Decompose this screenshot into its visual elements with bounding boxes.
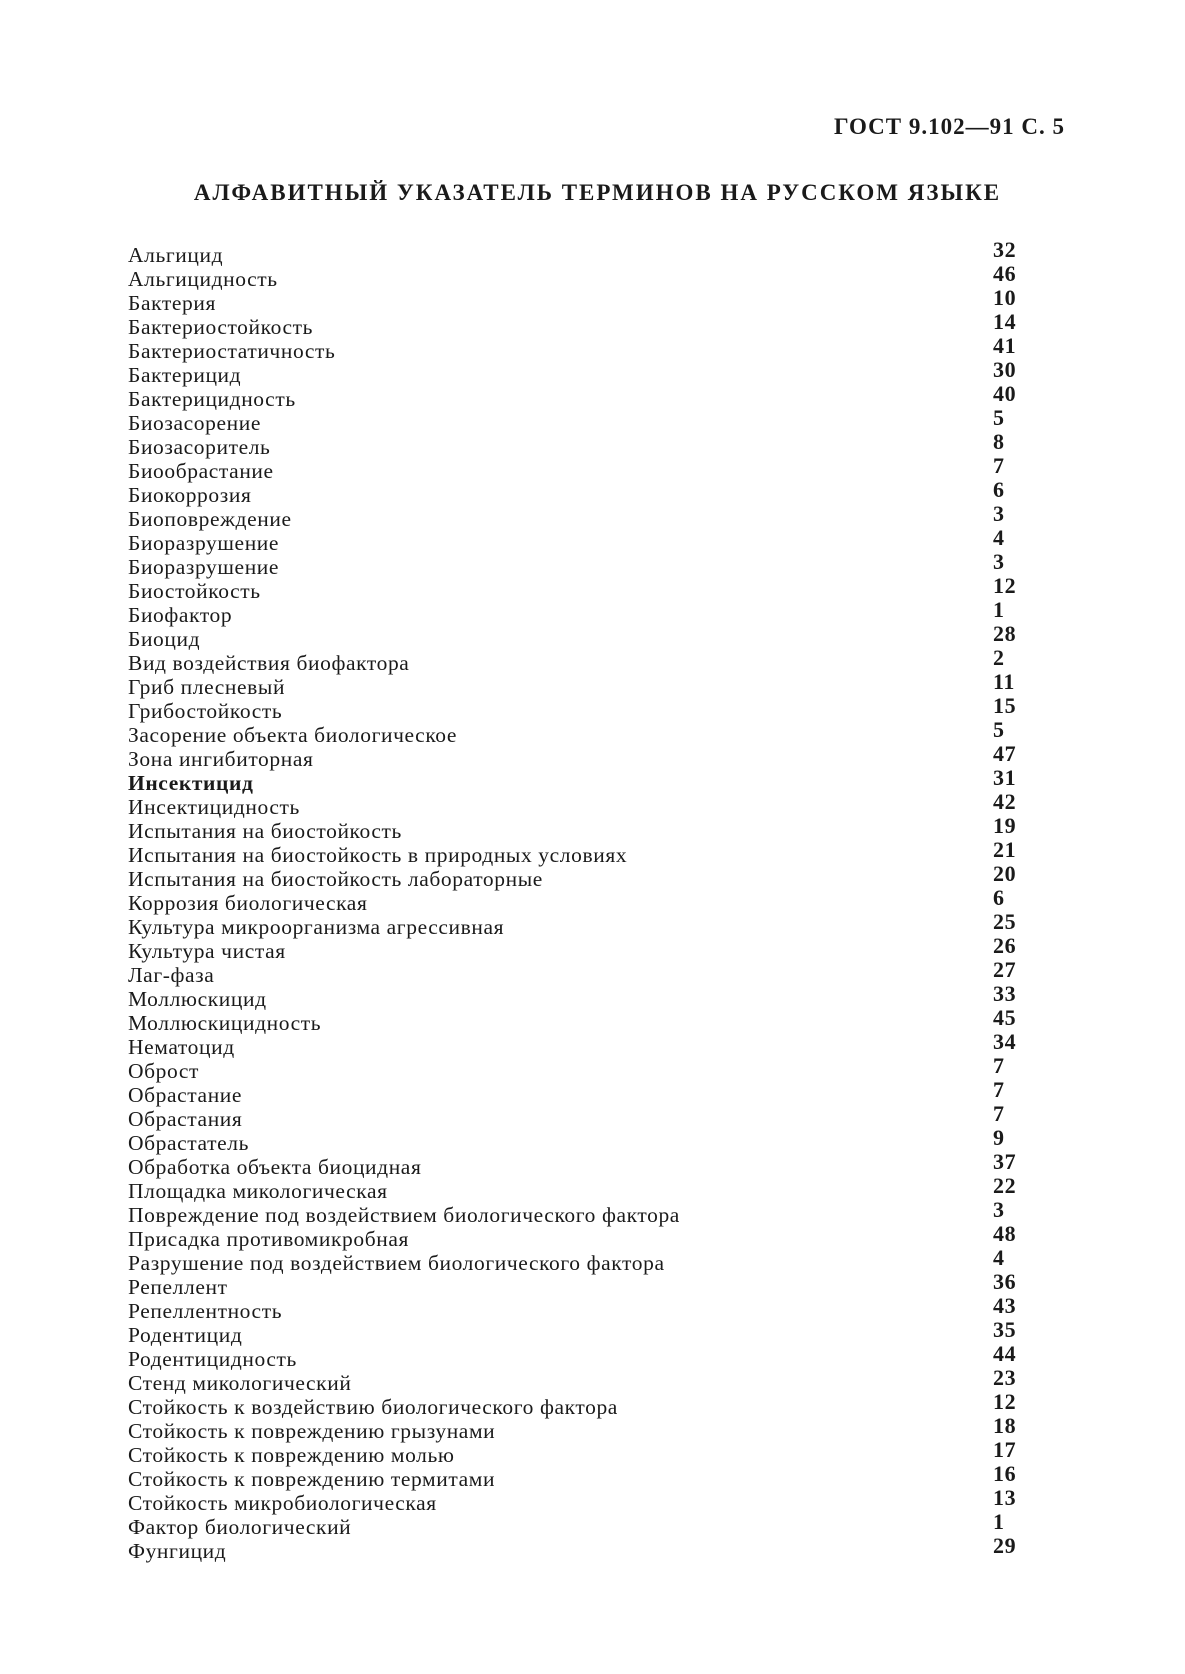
index-term: Биозасоритель bbox=[128, 435, 271, 459]
index-entry bbox=[128, 1533, 1028, 1563]
index-entry bbox=[128, 741, 1028, 771]
index-term-number: 42 bbox=[993, 789, 1017, 814]
term-index-list bbox=[128, 237, 1028, 1563]
index-term-number: 19 bbox=[993, 813, 1017, 838]
index-entry bbox=[128, 693, 1028, 723]
index-term-number: 7 bbox=[993, 1101, 1005, 1126]
index-term: Стенд микологический bbox=[128, 1371, 352, 1395]
index-term-number: 33 bbox=[993, 981, 1017, 1006]
index-term: Оброст bbox=[128, 1059, 200, 1083]
index-entry bbox=[128, 1341, 1028, 1371]
index-entry bbox=[128, 357, 1028, 387]
index-term-number: 17 bbox=[993, 1437, 1017, 1462]
index-entry bbox=[128, 1149, 1028, 1179]
index-entry bbox=[128, 909, 1028, 939]
index-term: Стойкость к повреждению грызунами bbox=[128, 1419, 496, 1443]
index-term: Биофактор bbox=[128, 603, 233, 627]
index-entry bbox=[128, 1245, 1028, 1275]
index-term: Инсектицидность bbox=[128, 795, 300, 819]
index-term: Стойкость микробиологическая bbox=[128, 1491, 437, 1515]
index-entry bbox=[128, 1197, 1028, 1227]
index-term-number: 46 bbox=[993, 261, 1017, 286]
index-term: Лаг-фаза bbox=[128, 963, 215, 987]
index-term-number: 9 bbox=[993, 1125, 1005, 1150]
index-term-number: 5 bbox=[993, 405, 1005, 430]
index-term-number: 12 bbox=[993, 1389, 1017, 1414]
index-term-number: 41 bbox=[993, 333, 1017, 358]
index-term-number: 36 bbox=[993, 1269, 1017, 1294]
index-term: Стойкость к повреждению молью bbox=[128, 1443, 455, 1467]
index-term-number: 7 bbox=[993, 1053, 1005, 1078]
index-term: Альгицидность bbox=[128, 267, 278, 291]
index-entry bbox=[128, 309, 1028, 339]
index-term: Испытания на биостойкость в природных условиях bbox=[128, 843, 628, 867]
page-header: ГОСТ 9.102—91 С. 5 bbox=[833, 114, 1065, 139]
index-entry bbox=[128, 429, 1028, 459]
index-entry bbox=[128, 1005, 1028, 1035]
index-term-number: 3 bbox=[993, 549, 1005, 574]
index-entry bbox=[128, 837, 1028, 867]
index-term: Моллюскицид bbox=[128, 987, 267, 1011]
index-term: Зона ингибиторная bbox=[128, 747, 314, 771]
index-term: Стойкость к повреждению термитами bbox=[128, 1467, 496, 1491]
index-entry bbox=[128, 573, 1028, 603]
index-term-number: 48 bbox=[993, 1221, 1017, 1246]
index-term: Обрастатель bbox=[128, 1131, 250, 1155]
index-term-number: 11 bbox=[993, 669, 1015, 694]
index-term: Родентицидность bbox=[128, 1347, 297, 1371]
index-term-number: 45 bbox=[993, 1005, 1017, 1030]
index-term-number: 32 bbox=[993, 237, 1017, 262]
index-term: Бактерицидность bbox=[128, 387, 296, 411]
index-term-number: 15 bbox=[993, 693, 1017, 718]
index-term-number: 5 bbox=[993, 717, 1005, 742]
index-entry bbox=[128, 765, 1028, 795]
index-term: Стойкость к воздействию биологического фактора bbox=[128, 1395, 618, 1419]
index-entry bbox=[128, 501, 1028, 531]
index-term: Испытания на биостойкость лабораторные bbox=[128, 867, 543, 891]
index-term-number: 18 bbox=[993, 1413, 1017, 1438]
index-entry bbox=[128, 1125, 1028, 1155]
index-term-number: 35 bbox=[993, 1317, 1017, 1342]
index-entry bbox=[128, 285, 1028, 315]
index-entry bbox=[128, 333, 1028, 363]
index-term: Бактерия bbox=[128, 291, 216, 315]
index-entry bbox=[128, 1413, 1028, 1443]
index-term: Коррозия биологическая bbox=[128, 891, 368, 915]
index-term-number: 23 bbox=[993, 1365, 1017, 1390]
index-term-number: 30 bbox=[993, 357, 1017, 382]
index-term: Повреждение под воздействием биологического фактора bbox=[128, 1203, 680, 1227]
index-term-number: 6 bbox=[993, 885, 1005, 910]
index-term-number: 40 bbox=[993, 381, 1017, 406]
index-term-number: 4 bbox=[993, 1245, 1005, 1270]
index-term: Моллюскицидность bbox=[128, 1011, 322, 1035]
index-entry bbox=[128, 669, 1028, 699]
index-term-number: 3 bbox=[993, 1197, 1005, 1222]
index-entry bbox=[128, 1173, 1028, 1203]
index-term-number: 2 bbox=[993, 645, 1005, 670]
index-term: Присадка противомикробная bbox=[128, 1227, 410, 1251]
index-entry bbox=[128, 1485, 1028, 1515]
index-entry bbox=[128, 1293, 1028, 1323]
index-term-number: 34 bbox=[993, 1029, 1017, 1054]
index-term-number: 4 bbox=[993, 525, 1005, 550]
index-term: Гриб плесневый bbox=[128, 675, 286, 699]
index-term-number: 6 bbox=[993, 477, 1005, 502]
index-entry bbox=[128, 477, 1028, 507]
index-term-number: 8 bbox=[993, 429, 1005, 454]
index-term-number: 21 bbox=[993, 837, 1017, 862]
index-entry bbox=[128, 1509, 1028, 1539]
index-term-number: 7 bbox=[993, 453, 1005, 478]
index-term: Биоповреждение bbox=[128, 507, 292, 531]
index-term: Биокоррозия bbox=[128, 483, 252, 507]
index-term: Культура чистая bbox=[128, 939, 286, 963]
index-term: Нематоцид bbox=[128, 1035, 235, 1059]
index-term: Обработка объекта биоцидная bbox=[128, 1155, 422, 1179]
index-term: Биоцид bbox=[128, 627, 201, 651]
index-entry bbox=[128, 1461, 1028, 1491]
index-entry bbox=[128, 1221, 1028, 1251]
index-term: Грибостойкость bbox=[128, 699, 283, 723]
index-term: Обрастания bbox=[128, 1107, 243, 1131]
index-term: Репеллент bbox=[128, 1275, 228, 1299]
index-entry bbox=[128, 885, 1028, 915]
index-term-number: 13 bbox=[993, 1485, 1017, 1510]
index-term: Родентицид bbox=[128, 1323, 243, 1347]
index-term-number: 3 bbox=[993, 501, 1005, 526]
index-term: Фунгицид bbox=[128, 1539, 227, 1563]
index-term: Инсектицид bbox=[128, 771, 254, 795]
index-entry bbox=[128, 645, 1028, 675]
index-entry bbox=[128, 453, 1028, 483]
index-term-number: 43 bbox=[993, 1293, 1017, 1318]
index-term-number: 1 bbox=[993, 1509, 1005, 1534]
index-term: Биостойкость bbox=[128, 579, 261, 603]
index-entry bbox=[128, 1317, 1028, 1347]
index-term-number: 25 bbox=[993, 909, 1017, 934]
index-term: Биоразрушение bbox=[128, 555, 280, 579]
index-entry bbox=[128, 237, 1028, 267]
index-term: Биообрастание bbox=[128, 459, 274, 483]
index-term-number: 37 bbox=[993, 1149, 1017, 1174]
index-term: Фактор биологический bbox=[128, 1515, 352, 1539]
index-term-number: 7 bbox=[993, 1077, 1005, 1102]
index-entry bbox=[128, 1389, 1028, 1419]
index-entry bbox=[128, 1053, 1028, 1083]
index-term: Бактериостойкость bbox=[128, 315, 314, 339]
index-entry bbox=[128, 1101, 1028, 1131]
index-term: Репеллентность bbox=[128, 1299, 283, 1323]
index-term: Биоразрушение bbox=[128, 531, 280, 555]
index-term: Обрастание bbox=[128, 1083, 243, 1107]
index-entry bbox=[128, 933, 1028, 963]
index-term: Бактериостатичность bbox=[128, 339, 336, 363]
index-term-number: 22 bbox=[993, 1173, 1017, 1198]
index-term: Культура микроорганизма агрессивная bbox=[128, 915, 505, 939]
index-entry bbox=[128, 1269, 1028, 1299]
index-entry bbox=[128, 1029, 1028, 1059]
index-entry bbox=[128, 549, 1028, 579]
index-term-number: 31 bbox=[993, 765, 1017, 790]
index-term-number: 1 bbox=[993, 597, 1005, 622]
index-term-number: 20 bbox=[993, 861, 1017, 886]
index-entry bbox=[128, 981, 1028, 1011]
index-term-number: 27 bbox=[993, 957, 1017, 982]
index-term-number: 16 bbox=[993, 1461, 1017, 1486]
index-term: Разрушение под воздействием биологического фактора bbox=[128, 1251, 665, 1275]
index-term-number: 44 bbox=[993, 1341, 1017, 1366]
index-entry bbox=[128, 597, 1028, 627]
index-term: Альгицид bbox=[128, 243, 224, 267]
index-entry bbox=[128, 1365, 1028, 1395]
index-term: Засорение объекта биологическое bbox=[128, 723, 458, 747]
index-entry bbox=[128, 405, 1028, 435]
index-term-number: 28 bbox=[993, 621, 1017, 646]
index-term: Испытания на биостойкость bbox=[128, 819, 402, 843]
index-term-number: 10 bbox=[993, 285, 1017, 310]
index-entry bbox=[128, 621, 1028, 651]
index-term-number: 26 bbox=[993, 933, 1017, 958]
index-entry bbox=[128, 717, 1028, 747]
index-entry bbox=[128, 261, 1028, 291]
page-title: АЛФАВИТНЫЙ УКАЗАТЕЛЬ ТЕРМИНОВ НА РУССКОМ ЯЗЫКЕ bbox=[193, 180, 1002, 205]
index-entry bbox=[128, 1437, 1028, 1467]
index-entry bbox=[128, 381, 1028, 411]
index-term-number: 14 bbox=[993, 309, 1017, 334]
index-entry bbox=[128, 957, 1028, 987]
index-entry bbox=[128, 813, 1028, 843]
index-term: Биозасорение bbox=[128, 411, 261, 435]
index-term: Бактерицид bbox=[128, 363, 242, 387]
index-term-number: 47 bbox=[993, 741, 1017, 766]
index-term: Вид воздействия биофактора bbox=[128, 651, 410, 675]
index-entry bbox=[128, 789, 1028, 819]
index-term: Площадка микологическая bbox=[128, 1179, 388, 1203]
index-term-number: 12 bbox=[993, 573, 1017, 598]
index-entry bbox=[128, 525, 1028, 555]
index-entry bbox=[128, 861, 1028, 891]
index-entry bbox=[128, 1077, 1028, 1107]
index-term-number: 29 bbox=[993, 1533, 1017, 1558]
